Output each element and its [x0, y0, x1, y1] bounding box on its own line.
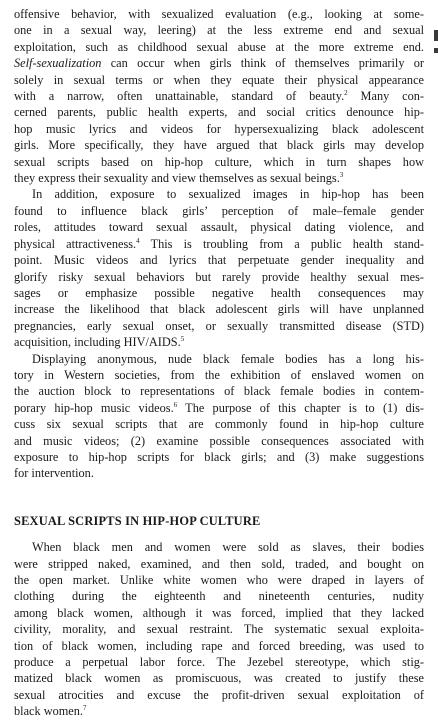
text-line: increase the likelihood that black adolescent girls will have unplanned — [14, 302, 424, 317]
text-line: tory in Western societies, from the exhibition of enslaved women on — [14, 367, 424, 382]
scan-edge-mark — [434, 30, 438, 41]
text-line: sages or emphasize possible negative health consequences may — [14, 285, 424, 300]
text-line: tion of black women, including rape and forced breeding, was used to — [14, 638, 424, 653]
text-line: exposure to hip-hop scripts for black girls; and (3) make suggestions — [14, 449, 424, 464]
text-line: In addition, exposure to sexualized images in hip-hop has been — [32, 187, 424, 202]
text-line: matized black women as promiscuous, was created to justify these — [14, 671, 424, 686]
footnote-marker: 7 — [82, 704, 87, 713]
scan-edge-mark — [434, 48, 438, 53]
text-line: sexual scripts based on hip-hop culture, which in turn shapes how — [14, 154, 424, 169]
footnote-marker: 2 — [344, 88, 348, 97]
text-line: among black women, although it was forced, implied that they lacked — [14, 605, 424, 620]
text-line: point. Music videos and lyrics that perpetuate gender inequality and — [14, 253, 424, 268]
text-line: were stripped naked, examined, and then sold, traded, and bought on — [14, 556, 424, 571]
text-line: cerned parents, public health experts, and social critics denounce hip- — [14, 105, 424, 120]
text-line: civility, morality, and sexual restraint. The systematic sexual exploita- — [14, 622, 424, 637]
text-line: hop music lyrics and videos for hypersexualizing black adolescent — [14, 121, 424, 136]
footnote-marker: 4 — [136, 236, 140, 245]
paragraph-3 — [14, 351, 424, 482]
text-line: When black men and women were sold as slaves, their bodies — [32, 540, 424, 555]
text-line: for intervention. — [14, 466, 94, 481]
footnote-marker: 3 — [339, 170, 344, 179]
text-line: sexual atrocities and excuse the profit-driven sexual exploitation of — [14, 687, 424, 702]
text-line: and music videos; (2) examine possible consequences associated with — [14, 433, 424, 448]
text-line: glorify risky sexual behaviors but rarely provide healthy sexual mes- — [14, 269, 424, 284]
text-line: one in a sexual way, leering) at the less extreme end and sexual — [14, 23, 424, 38]
section-heading: SEXUAL SCRIPTS IN HIP-HOP CULTURE — [14, 513, 261, 528]
text-line: clothing during the eighteenth and nineteenth centuries, nudity — [14, 589, 424, 604]
text-line: found to influence black girls’ perception of male–female gender — [14, 203, 424, 218]
document-page — [14, 6, 424, 720]
text-line: the auction block to representations of black female bodies in contem- — [14, 384, 424, 399]
text-line: acquisition, including HIV/AIDS.$^5$ — [14, 335, 185, 350]
text-line: cuss six sexual scripts that are commonly found in hip-hop culture — [14, 417, 424, 432]
text-line: they express their sexuality and view themselves as sexual beings.$^3$ — [14, 170, 344, 186]
text-line: pregnancies, early sexual onset, or sexually transmitted disease (STD) — [14, 318, 424, 333]
text-line: with a narrow, often unattainable, standard of beauty.$^2$ Many con- — [14, 88, 425, 104]
footnote-marker: 6 — [173, 400, 178, 409]
text-line: physical attractiveness.$^4$ This is troubling from a public health stand- — [14, 236, 425, 251]
text-line: porary hip-hop music videos.$^6$ The purpose of this chapter is to (1) dis- — [14, 400, 424, 415]
paragraph-1 — [14, 6, 424, 186]
text-line: solely in sexual terms or when they equate their physical appearance — [14, 72, 424, 87]
text-line: produce a perpetual labor force. The Jezebel stereotype, which stig- — [14, 655, 424, 670]
text-line: offensive behavior, with sexualized evaluation (e.g., looking at some- — [14, 7, 424, 21]
text-line: roles, attitudes toward sexual assault, physical dating violence, and — [14, 220, 424, 235]
paragraph-4 — [14, 539, 424, 719]
paragraph-2 — [14, 186, 424, 350]
text-line: exploitation, such as childhood sexual abuse at the more extreme end. — [14, 39, 424, 54]
text-line: Displaying anonymous, nude black female bodies has a long his- — [32, 351, 424, 366]
text-line: Self-sexualization can occur when girls think of themselves primarily or — [14, 56, 424, 71]
text-line: the open market. Unlike white women who were draped in layers of — [14, 573, 424, 587]
text-line: girls. More specifically, they have argued that black girls may develop — [14, 138, 424, 153]
text-line: black women.$^7$ — [14, 704, 87, 719]
italic-term: Self-sexualization — [14, 56, 102, 71]
footnote-marker: 5 — [180, 335, 185, 344]
